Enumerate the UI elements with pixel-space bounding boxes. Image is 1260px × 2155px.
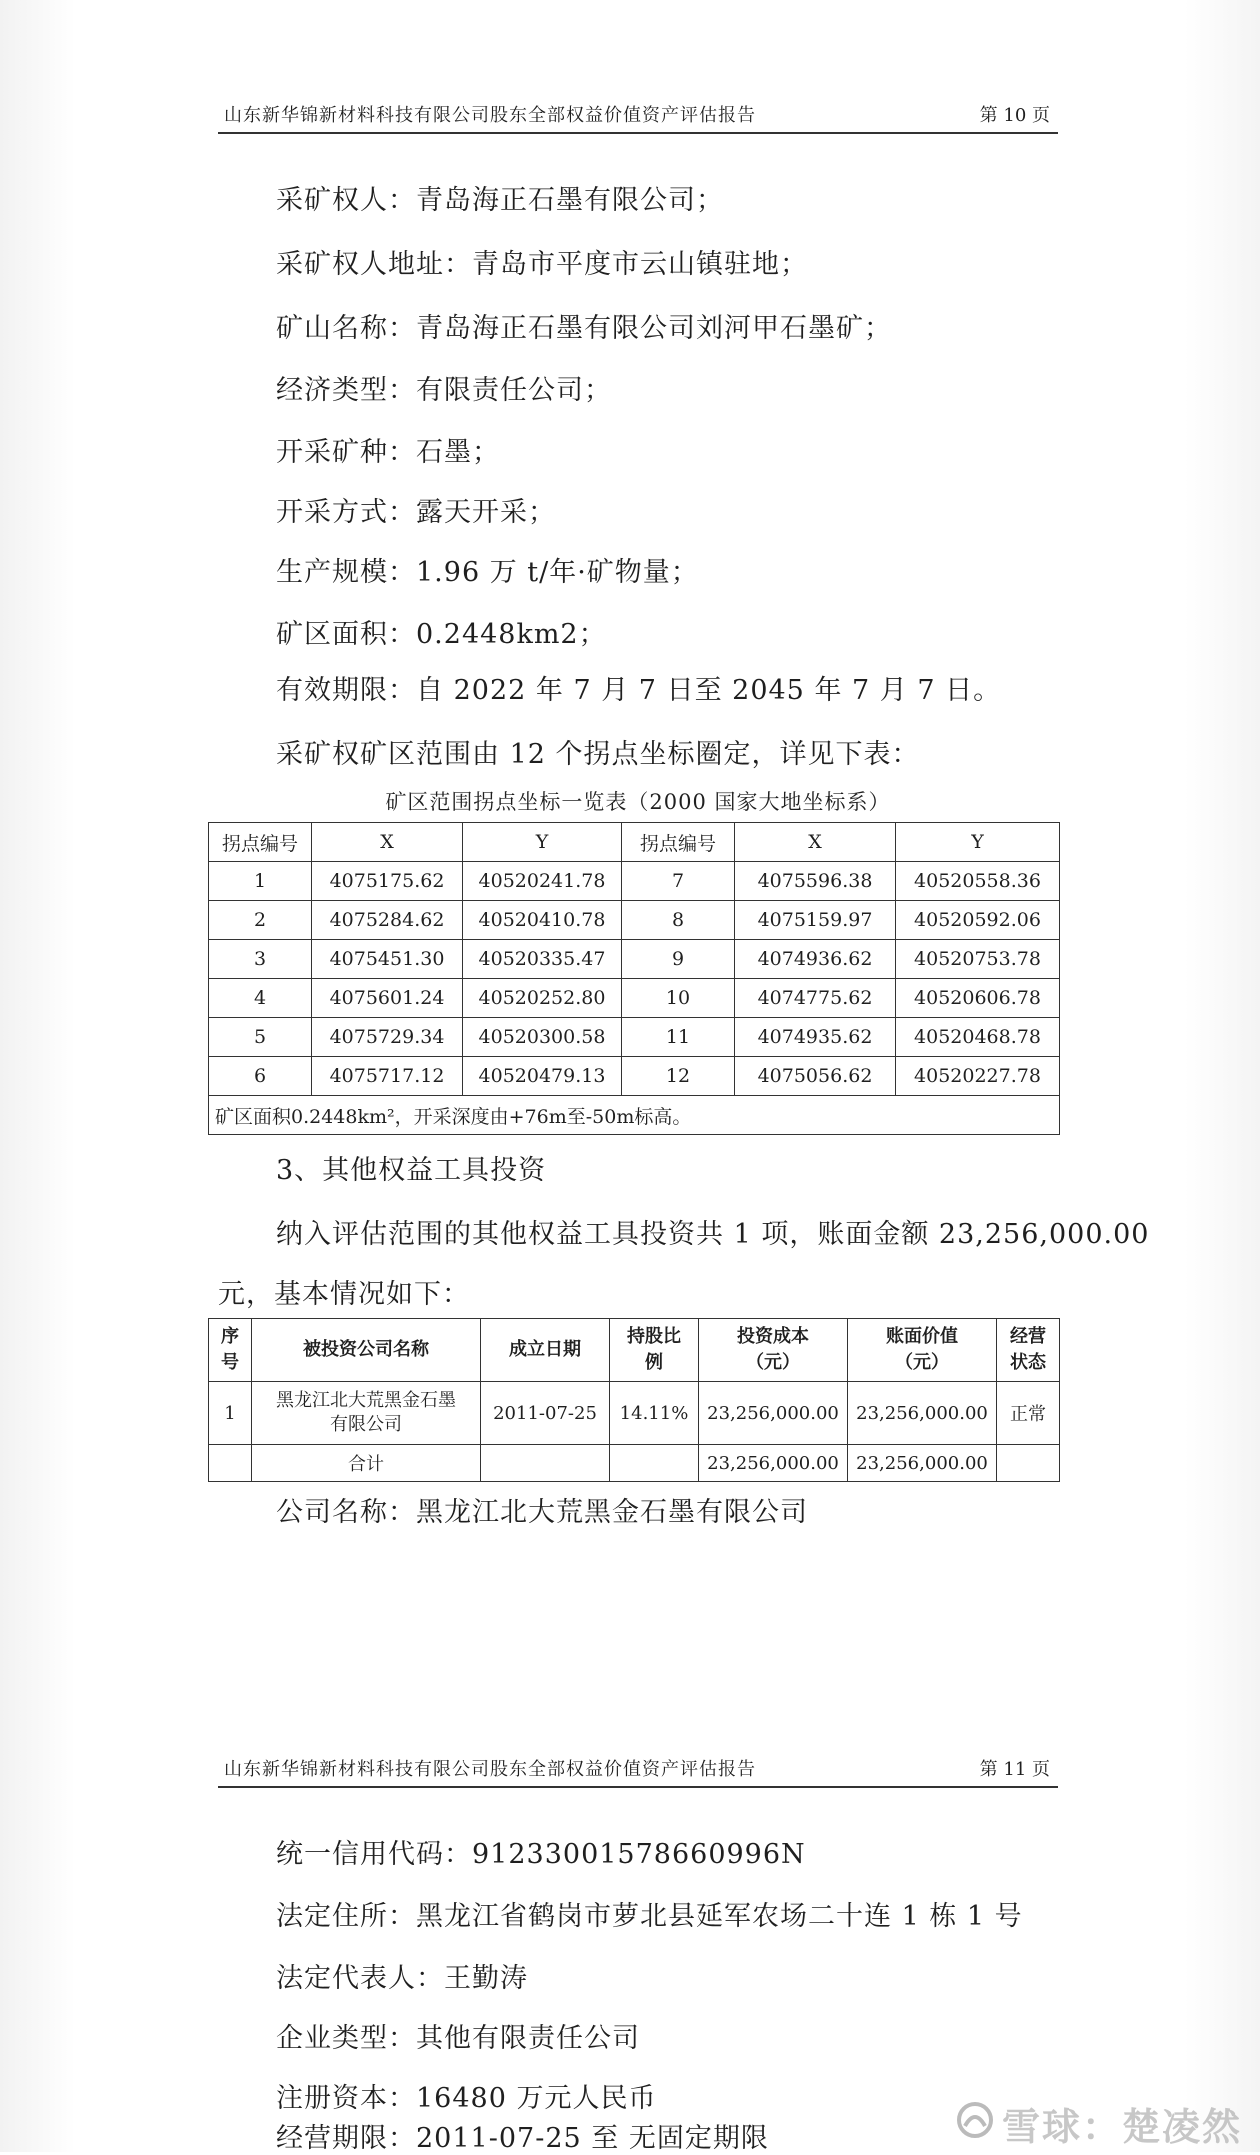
field-mining-right-holder: 采矿权人：青岛海正石墨有限公司； [276,185,724,216]
table-row: 2 4075284.62 40520410.78 8 4075159.97 40520592.06 [209,901,1060,940]
table-row: 4 4075601.24 40520252.80 10 4074775.62 40520606.78 [209,979,1060,1018]
section-paragraph-line-1: 纳入评估范围的其他权益工具投资共 1 项，账面金额 23,256,000.00 [276,1219,1150,1250]
table-row: 6 4075717.12 40520479.13 12 4075056.62 40520227.78 [209,1057,1060,1096]
table-row: 5 4075729.34 40520300.58 11 4074935.62 40520468.78 [209,1018,1060,1057]
header-established-date: 成立日期 [481,1319,610,1382]
field-mineral-type: 开采矿种：石墨； [276,437,500,468]
field-operating-period: 经营期限：2011-07-25 至 无固定期限 [276,2123,769,2154]
company-name-cell: 黑龙江北大荒黑金石墨 有限公司 [252,1382,481,1445]
field-legal-representative: 法定代表人：王勤涛 [276,1963,528,1994]
header-company-name: 被投资公司名称 [252,1319,481,1382]
header-point-no: 拐点编号 [209,823,312,862]
investment-table [208,1318,1060,1482]
table-header-row [209,823,1060,862]
header-operating-status: 经营 状态 [997,1319,1060,1382]
field-legal-address: 法定住所：黑龙江省鹤岗市萝北县延军农场二十连 1 栋 1 号 [276,1901,1023,1932]
header-x: X [735,823,896,862]
header-book-value: 账面价值 （元） [848,1319,997,1382]
page-header [218,1750,1058,1788]
coord-table-caption: 矿区范围拐点坐标一览表（2000 国家大地坐标系） [385,790,891,814]
page-number: 第 10 页 [979,105,1050,126]
field-mine-name: 矿山名称：青岛海正石墨有限公司刘河甲石墨矿； [276,313,892,344]
table-note: 矿区面积0.2448km²，开采深度由+76m至-50m标高。 [209,1096,1060,1135]
watermark-text: 雪球：楚凌然 [1002,2105,1243,2149]
page-number: 第 11 页 [979,1759,1050,1780]
field-registered-capital: 注册资本：16480 万元人民币 [276,2083,657,2114]
table-row: 1 黑龙江北大荒黑金石墨 有限公司 2011-07-25 14.11% 23,256,000.00 23,256,000.00 正常 [209,1382,1060,1445]
total-label: 合计 [252,1445,481,1482]
header-y: Y [463,823,622,862]
coord-table [208,822,1060,1135]
report-page-11 [0,1720,1260,2152]
header-x: X [312,823,463,862]
header-share-ratio: 持股比 例 [610,1319,699,1382]
table-header-row [209,1319,1060,1382]
field-enterprise-type: 企业类型：其他有限责任公司 [276,2023,640,2054]
table-row: 1 4075175.62 40520241.78 7 4075596.38 40520558.36 [209,862,1060,901]
report-title: 山东新华锦新材料科技有限公司股东全部权益价值资产评估报告 [224,1759,756,1780]
header-point-no: 拐点编号 [622,823,735,862]
field-credit-code: 统一信用代码：91233001578660996N [276,1839,806,1870]
field-validity-period: 有效期限：自 2022 年 7 月 7 日至 2045 年 7 月 7 日。 [276,675,1002,706]
header-serial: 序 号 [209,1319,252,1382]
field-production-scale: 生产规模：1.96 万 t/年·矿物量； [276,557,699,588]
field-holder-address: 采矿权人地址：青岛市平度市云山镇驻地； [276,249,808,280]
table-note-row [209,1096,1060,1135]
field-company-name: 公司名称：黑龙江北大荒黑金石墨有限公司 [276,1497,808,1528]
field-economic-type: 经济类型：有限责任公司； [276,375,612,406]
coord-intro: 采矿权矿区范围由 12 个拐点坐标圈定，详见下表： [276,739,920,770]
report-title: 山东新华锦新材料科技有限公司股东全部权益价值资产评估报告 [224,105,756,126]
section-title: 3、其他权益工具投资 [276,1155,547,1186]
xueqiu-logo-icon [955,2100,995,2140]
header-investment-cost: 投资成本 （元） [699,1319,848,1382]
table-total-row: 合计 23,256,000.00 23,256,000.00 [209,1445,1060,1482]
header-y: Y [896,823,1060,862]
section-paragraph-line-2: 元，基本情况如下： [218,1279,470,1310]
field-mining-area: 矿区面积：0.2448km2； [276,619,607,650]
page-header [218,96,1058,134]
table-row: 3 4075451.30 40520335.47 9 4074936.62 40520753.78 [209,940,1060,979]
field-mining-method: 开采方式：露天开采； [276,497,556,528]
